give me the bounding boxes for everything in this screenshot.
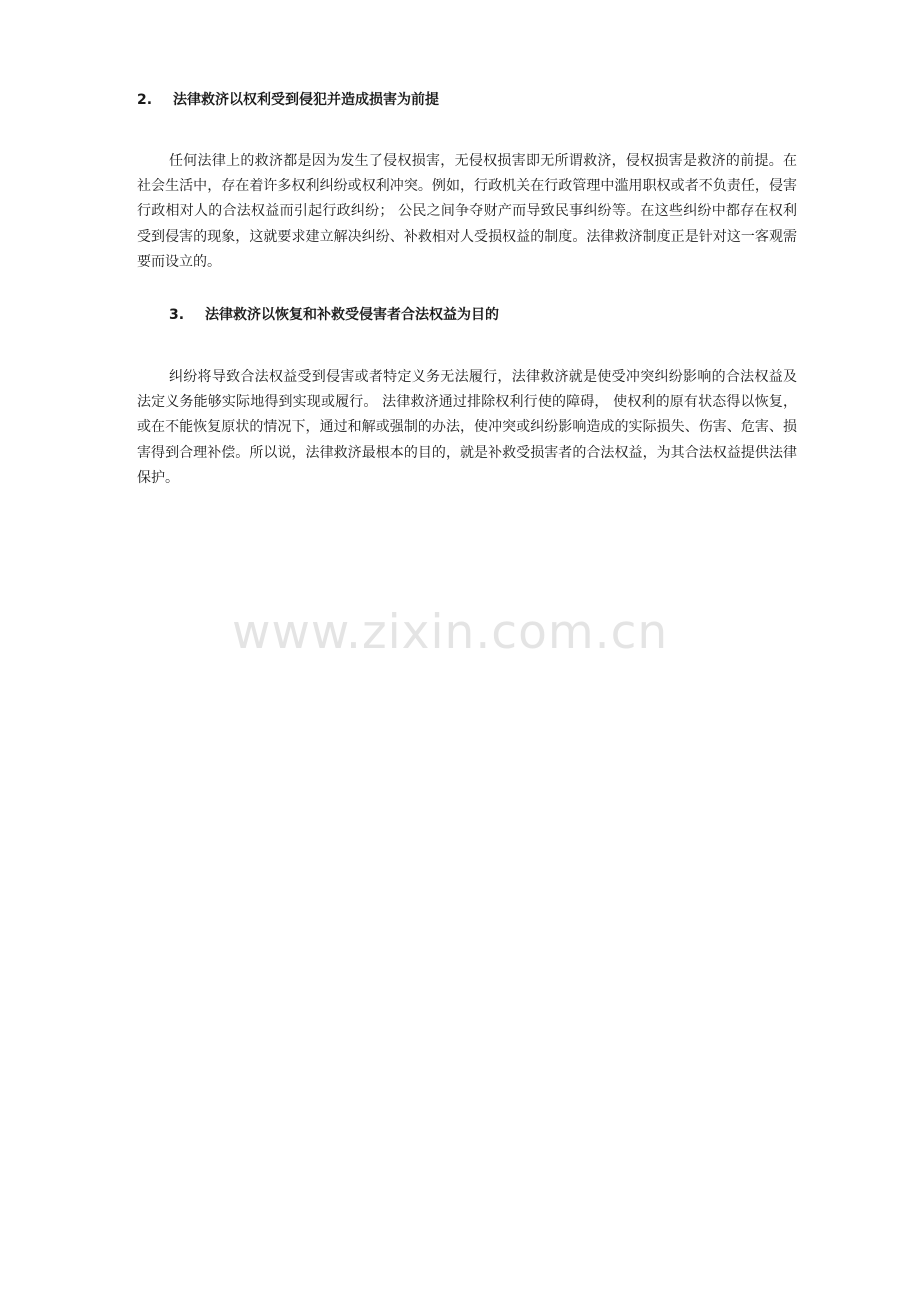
section-3-title: 法律救济以恢复和补救受侵害者合法权益为目的 xyxy=(205,307,499,323)
section-3-heading xyxy=(169,305,499,325)
section-2-heading xyxy=(137,90,439,110)
watermark: www.zixin.com.cn xyxy=(232,605,669,660)
section-3-paragraph: 纠纷将导致合法权益受到侵害或者特定义务无法履行，法律救济就是使受冲突纠纷影响的合法权益及法定义务能够实际地得到实现或履行。 法律救济通过排除权利行使的障碍， 使权利的原有状态得以恢复，或在不能恢复原状的情况下，通过和解或强制的办法，使冲突或纠纷影响造成的实际损失、伤害、危害、损害得到合理补偿。所以说，法律救济最根本的目的，就是补救受损害者的合法权益，为其合法权益提供法律保护。 xyxy=(137,369,797,486)
section-2-paragraph: 任何法律上的救济都是因为发生了侵权损害，无侵权损害即无所谓救济，侵权损害是救济的前提。在社会生活中，存在着许多权利纠纷或权利冲突。例如，行政机关在行政管理中滥用职权或者不负责任，侵害行政相对人的合法权益而引起行政纠纷； 公民之间争夺财产而导致民事纠纷等。在这些纠纷中都存在权利受到侵害的现象，这就要求建立解决纠纷、补救相对人受损权益的制度。法律救济制度正是针对这一客观需要而设立的。 xyxy=(137,153,797,270)
section-3-number: 3. xyxy=(169,307,185,323)
section-2-number: 2. xyxy=(137,92,153,108)
section-2-title: 法律救济以权利受到侵犯并造成损害为前提 xyxy=(173,92,439,108)
